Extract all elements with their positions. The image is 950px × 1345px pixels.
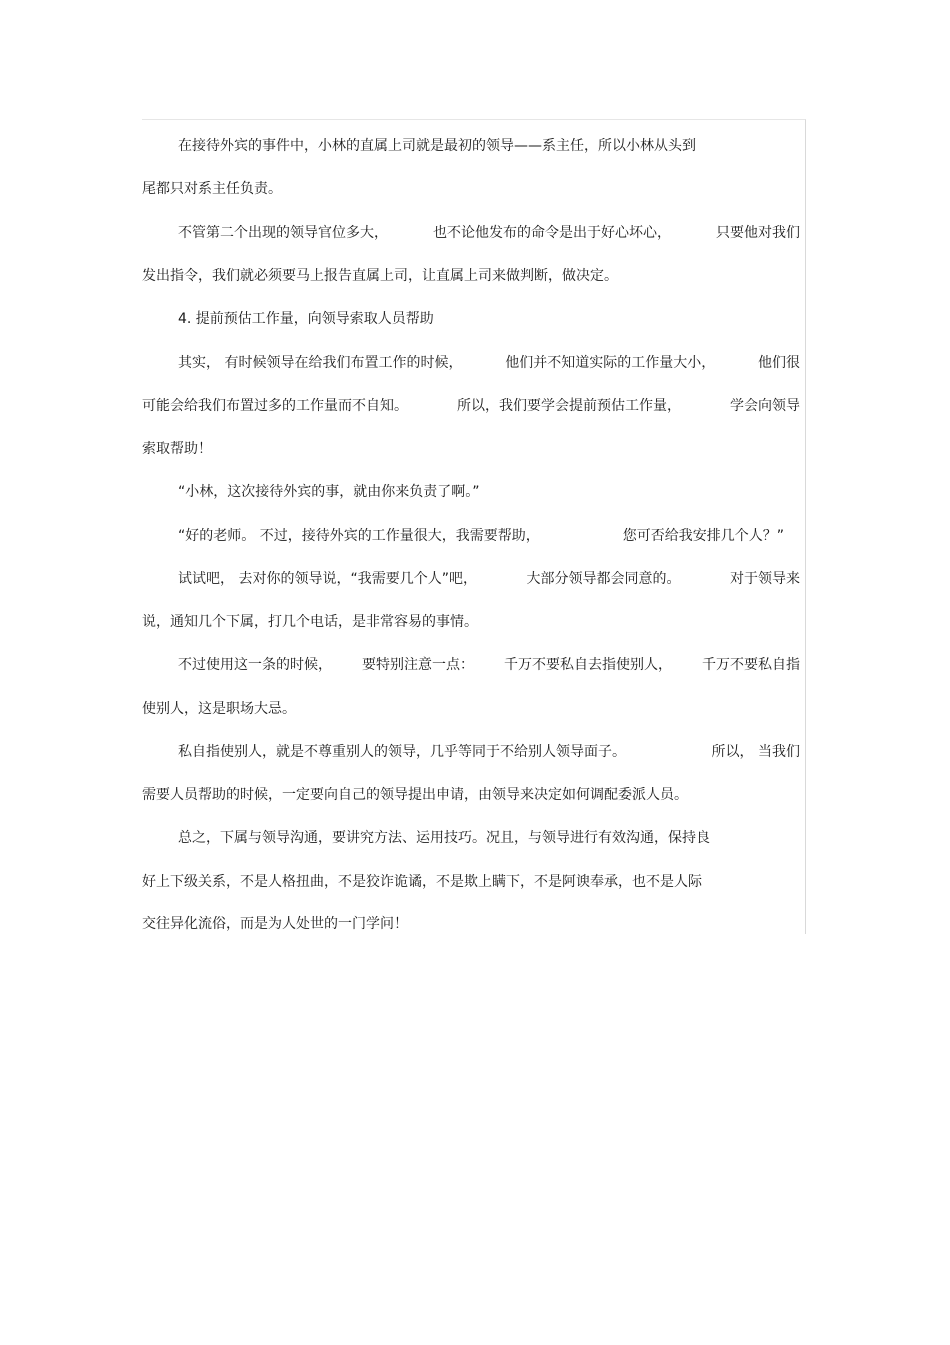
document-page	[142, 119, 806, 934]
text-line	[142, 395, 806, 417]
text-segment: 交往异化流俗，而是为人处世的一门学问！	[142, 916, 408, 932]
text-segment: “好的老师。 不过，接待外宾的工作量很大，我需要帮助，	[178, 528, 540, 544]
text-line	[142, 481, 806, 503]
text-segment: 4. 提前预估工作量，向领导索取人员帮助	[178, 311, 434, 327]
text-segment: 需要人员帮助的时候，一定要向自己的领导提出申请，由领导来决定如何调配委派人员。	[142, 787, 688, 803]
text-segment: 千万不要私自指	[702, 657, 800, 673]
text-segment: 尾都只对系主任负责。	[142, 181, 282, 197]
text-segment: 其实， 有时候领导在给我们布置工作的时候，	[178, 355, 463, 371]
text-line	[142, 611, 806, 633]
text-segment: 他们并不知道实际的工作量大小，	[505, 355, 716, 371]
text-segment: 使别人，这是职场大忌。	[142, 701, 296, 717]
text-segment: “小林，这次接待外宾的事，就由你来负责了啊。”	[178, 484, 480, 500]
text-segment: 大部分领导都会同意的。	[526, 571, 681, 587]
text-line	[142, 913, 806, 935]
text-segment: 您可否给我安排几个人？”	[622, 528, 784, 544]
text-segment: 所以，我们要学会提前预估工作量，	[457, 398, 681, 414]
text-segment: 在接待外宾的事件中，小林的直属上司就是最初的领导——系主任，所以小林从头到	[178, 138, 696, 154]
text-line	[142, 525, 806, 547]
text-segment: 不管第二个出现的领导官位多大，	[178, 225, 388, 241]
section-heading	[142, 308, 806, 330]
text-line	[142, 784, 806, 806]
text-segment: 所以， 当我们	[711, 744, 800, 760]
text-segment: 学会向领导	[730, 398, 800, 414]
text-segment: 索取帮助！	[142, 441, 212, 457]
text-line	[142, 352, 806, 374]
text-segment: 要特别注意一点：	[362, 657, 474, 673]
text-line	[142, 827, 806, 849]
text-segment: 不过使用这一条的时候，	[178, 657, 332, 673]
text-segment: 总之，下属与领导沟通，要讲究方法、运用技巧。况且，与领导进行有效沟通，保持良	[178, 830, 710, 846]
text-segment: 试试吧， 去对你的领导说，“我需要几个人”吧，	[178, 571, 477, 587]
text-line	[142, 135, 806, 157]
text-segment: 私自指使别人，就是不尊重别人的领导，几乎等同于不给别人领导面子。	[178, 744, 626, 760]
text-line	[142, 698, 806, 720]
text-line	[142, 222, 806, 244]
text-segment: 发出指令，我们就必须要马上报告直属上司，让直属上司来做判断，做决定。	[142, 268, 618, 284]
text-line	[142, 568, 806, 590]
text-segment: 千万不要私自去指使别人，	[504, 657, 672, 673]
text-line	[142, 741, 806, 763]
text-segment: 他们很	[757, 355, 800, 371]
text-line	[142, 438, 806, 460]
text-segment: 说，通知几个下属，打几个电话，是非常容易的事情。	[142, 614, 478, 630]
text-segment: 可能会给我们布置过多的工作量而不自知。	[142, 398, 408, 414]
text-segment: 只要他对我们	[716, 225, 800, 241]
text-segment: 也不论他发布的命令是出于好心坏心，	[433, 225, 671, 241]
text-segment: 对于领导来	[730, 571, 800, 587]
text-line	[142, 265, 806, 287]
text-line	[142, 178, 806, 200]
text-segment: 好上下级关系，不是人格扭曲，不是狡诈诡谲，不是欺上瞒下，不是阿谀奉承，也不是人际	[142, 874, 702, 890]
text-line	[142, 871, 806, 893]
text-line	[142, 654, 806, 676]
